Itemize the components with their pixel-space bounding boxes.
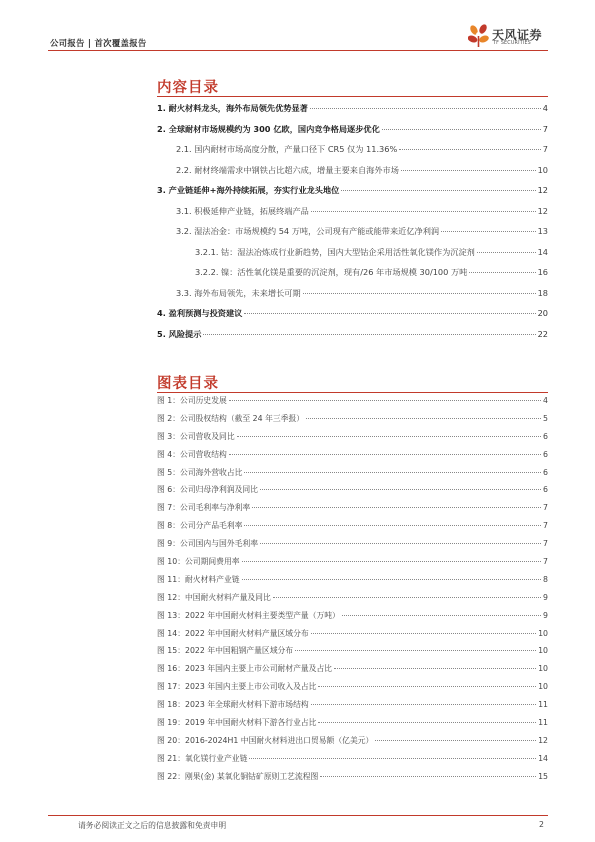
brand-name-en: TF SECURITIES (493, 41, 531, 46)
dot-leader (334, 668, 536, 669)
figure-entry[interactable] (157, 432, 548, 442)
toc-entry-page: 12 (537, 185, 548, 195)
figure-entry-title: 图 20：2016-2024H1 中国耐火材料进出口贸易额（亿美元） (157, 735, 374, 745)
toc-entry-title: 5. 风险提示 (157, 328, 202, 339)
figure-entry-page: 12 (538, 735, 548, 745)
figures-title: 图表目录 (157, 376, 219, 392)
dot-leader (318, 686, 536, 687)
toc-entry[interactable] (157, 226, 548, 236)
dot-leader (320, 776, 536, 777)
figure-entry-page: 8 (543, 574, 548, 584)
dot-leader (203, 334, 535, 335)
dot-leader (303, 293, 536, 294)
dot-leader (252, 507, 541, 508)
toc-list (157, 103, 548, 349)
toc-title: 内容目录 (157, 80, 219, 96)
figure-entry-page: 7 (543, 557, 548, 567)
figure-entry-title: 图 5：公司海外营收占比 (157, 467, 243, 477)
dot-leader (237, 436, 541, 437)
dot-leader (249, 758, 536, 759)
figure-entry-title: 图 10：公司期间费用率 (157, 557, 240, 567)
dot-leader (477, 252, 536, 253)
brand-logo (468, 24, 548, 50)
toc-entry-title: 3.3. 海外布局领先，未来增长可期 (176, 287, 301, 298)
figure-entry-title: 图 17：2023 年国内主要上市公司收入及占比 (157, 682, 317, 692)
figure-entry-title: 图 12：中国耐火材料产量及同比 (157, 592, 271, 602)
figure-entry[interactable] (157, 575, 548, 585)
toc-entry-title: 3.2.1. 钴：湿法冶炼成行业新趋势，国内大型钴企采用活性氧化镁作为沉淀剂 (195, 246, 475, 257)
dot-leader (295, 650, 536, 651)
dot-leader (375, 740, 536, 741)
figure-entry-page: 6 (543, 449, 548, 459)
figure-entry-title: 图 4：公司营收结构 (157, 449, 227, 459)
dot-leader (242, 561, 541, 562)
toc-entry-page: 7 (542, 144, 548, 154)
toc-entry-title: 2.2. 耐材终端需求中钢铁占比超六成，增量主要来自海外市场 (176, 164, 399, 175)
figure-entry[interactable] (157, 539, 548, 549)
dot-leader (244, 313, 535, 314)
figure-entry-page: 7 (543, 539, 548, 549)
figure-entry-title: 图 11：耐火材料产业链 (157, 574, 240, 584)
figure-entry-page: 15 (538, 771, 548, 781)
figure-entry[interactable] (157, 485, 548, 495)
dot-leader (341, 190, 535, 191)
report-type-label: 公司报告 | 首次覆盖报告 (50, 38, 147, 48)
toc-entry-page: 18 (537, 287, 548, 298)
toc-title-divider (157, 96, 548, 97)
figure-entry-page: 11 (538, 718, 548, 728)
dot-leader (229, 454, 541, 455)
dot-leader (244, 525, 541, 526)
figure-entry[interactable] (157, 682, 548, 692)
toc-entry-title: 4. 盈利预测与投资建议 (157, 308, 243, 318)
figure-entry-title: 图 8：公司分产品毛利率 (157, 521, 243, 531)
brand-name-cn: 天风证券 (492, 28, 543, 42)
dot-leader (260, 489, 541, 490)
brand-flower-icon (468, 24, 490, 48)
figure-entry-title: 图 15：2022 年中国粗钢产量区域分布 (157, 646, 294, 656)
dot-leader (244, 472, 541, 473)
figure-entry[interactable] (157, 611, 548, 621)
figure-entry-title: 图 14：2022 年中国耐火材料产量区域分布 (157, 628, 309, 638)
toc-entry-title: 3.2. 湿法冶金：市场规模约 54 万吨，公司现有产能或能带来近亿净利润 (176, 226, 440, 236)
toc-entry-page: 13 (537, 226, 548, 236)
toc-entry-title: 2. 全球耐材市场规模约为 300 亿欧，国内竞争格局逐步优化 (157, 123, 380, 134)
dot-leader (273, 597, 541, 598)
figure-entry[interactable] (157, 664, 548, 674)
figure-entry[interactable] (157, 557, 548, 567)
figure-entry-title: 图 16：2023 年国内主要上市公司耐材产量及占比 (157, 664, 333, 674)
toc-entry-page: 12 (537, 205, 548, 216)
figure-entry-page: 6 (543, 431, 548, 441)
figure-entry-title: 图 6：公司归母净利润及同比 (157, 485, 259, 495)
dot-leader (441, 231, 535, 232)
dot-leader (382, 129, 541, 130)
figure-entry-title: 图 9：公司国内与国外毛利率 (157, 539, 259, 549)
toc-entry-title: 3.1. 积极延伸产业链，拓展终端产品 (176, 205, 309, 216)
dot-leader (310, 108, 541, 109)
figure-entry[interactable] (157, 450, 548, 460)
toc-entry-page: 4 (542, 103, 548, 113)
toc-entry[interactable] (157, 185, 548, 195)
figure-entry-page: 9 (543, 592, 548, 602)
dot-leader (242, 579, 541, 580)
figure-entry[interactable] (157, 468, 548, 478)
figure-entry-title: 图 7：公司毛利率与净利率 (157, 503, 251, 513)
figures-title-divider (157, 392, 548, 393)
dot-leader (311, 704, 536, 705)
toc-entry-title: 1. 耐火材料龙头，海外布局领先优势显著 (157, 103, 308, 113)
toc-entry[interactable] (157, 308, 548, 318)
dot-leader (342, 615, 541, 616)
toc-entry-title: 3.2.2. 镍：活性氧化镁是重要的沉淀剂，现有/26 年市场规模 30/100 万吨 (195, 267, 468, 277)
figure-entry-page: 14 (538, 753, 548, 763)
figure-entry[interactable] (157, 718, 548, 728)
toc-entry-page: 14 (537, 246, 548, 257)
figure-entry[interactable] (157, 521, 548, 531)
toc-entry-page: 7 (542, 123, 548, 134)
figure-entry[interactable] (157, 503, 548, 513)
dot-leader (399, 149, 541, 150)
header-divider (48, 50, 548, 51)
page-number: 2 (539, 820, 544, 829)
figure-entry-title: 图 1：公司历史发展 (157, 396, 227, 405)
toc-entry-title: 2.1. 国内耐材市场高度分散，产量口径下 CR5 仅为 11.36% (176, 144, 398, 154)
toc-entry-page: 10 (537, 164, 548, 175)
toc-entry-page: 22 (537, 328, 548, 339)
toc-entry[interactable] (157, 329, 548, 339)
toc-entry[interactable] (157, 103, 548, 113)
figure-entry-title: 图 2：公司股权结构（截至 24 年三季报） (157, 413, 305, 423)
figure-entry-page: 10 (538, 664, 548, 674)
figure-entry-title: 图 3：公司营收及同比 (157, 431, 235, 441)
toc-entry[interactable] (157, 165, 548, 175)
figure-entry-title: 图 18：2023 年全球耐火材料下游市场结构 (157, 700, 309, 710)
figure-entry-page: 11 (538, 700, 548, 710)
figure-entry-title: 图 22：刚果(金) 某氧化铜钴矿原则工艺流程图 (157, 771, 319, 781)
figure-entry-page: 10 (538, 628, 548, 638)
dot-leader (318, 722, 536, 723)
figure-entry[interactable] (157, 700, 548, 710)
dot-leader (229, 400, 541, 401)
dot-leader (469, 272, 535, 273)
toc-entry[interactable] (157, 247, 548, 257)
figure-entry-page: 4 (543, 396, 548, 405)
toc-entry[interactable] (157, 288, 548, 298)
figure-entry-page: 10 (538, 646, 548, 656)
figure-entry-page: 7 (543, 503, 548, 513)
figure-entry-page: 6 (543, 485, 548, 495)
dot-leader (311, 211, 536, 212)
figure-entry[interactable] (157, 414, 548, 424)
figure-entry-title: 图 19：2019 年中国耐火材料下游各行业占比 (157, 718, 317, 728)
figure-entry[interactable] (157, 629, 548, 639)
figure-entry-page: 9 (543, 610, 548, 620)
dot-leader (306, 418, 541, 419)
toc-entry[interactable] (157, 206, 548, 216)
figure-entry[interactable] (157, 646, 548, 656)
figure-entry[interactable] (157, 736, 548, 746)
figure-entry[interactable] (157, 396, 548, 406)
figure-entry-page: 7 (543, 521, 548, 531)
toc-entry[interactable] (157, 144, 548, 154)
dot-leader (401, 170, 536, 171)
figure-entry-title: 图 13：2022 年中国耐火材料主要类型产量（万吨） (157, 610, 340, 620)
figure-entry[interactable] (157, 593, 548, 603)
figure-entry-page: 5 (543, 413, 548, 423)
figures-list (157, 396, 548, 790)
footer-divider (48, 815, 548, 816)
figure-entry[interactable] (157, 772, 548, 782)
toc-entry-page: 20 (537, 308, 548, 318)
toc-entry-page: 16 (537, 267, 548, 277)
footer-disclaimer: 请务必阅读正文之后的信息披露和免责申明 (78, 821, 227, 830)
toc-entry[interactable] (157, 267, 548, 277)
dot-leader (311, 633, 536, 634)
toc-entry-title: 3. 产业链延伸+海外持续拓展，夯实行业龙头地位 (157, 185, 340, 195)
figure-entry-page: 10 (538, 682, 548, 692)
dot-leader (260, 543, 541, 544)
figure-entry[interactable] (157, 754, 548, 764)
figure-entry-title: 图 21：氧化镁行业产业链 (157, 753, 248, 763)
toc-entry[interactable] (157, 124, 548, 134)
figure-entry-page: 6 (543, 467, 548, 477)
